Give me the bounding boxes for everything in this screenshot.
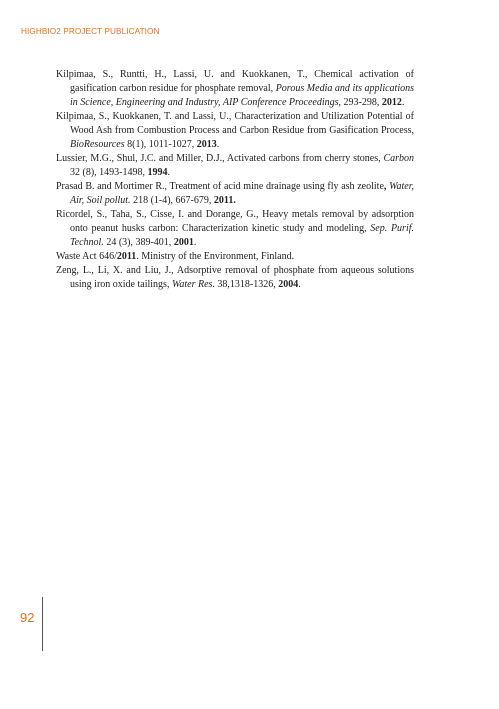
reference-text: Kilpimaa, S., Kuokkanen, T. and Lassi, U., Characterization and Utilization Potential of Wood Ash from Combustion Process and Carbon Residue from Gasification Process,: [56, 111, 414, 136]
reference-year: 1994: [147, 167, 168, 178]
reference-text: .: [401, 97, 405, 108]
reference-entry: [56, 110, 414, 152]
reference-entry: [56, 152, 414, 180]
reference-text: .: [298, 279, 301, 290]
reference-text: Lussier, M.G., Shul, J.C. and Miller, D.J., Activated carbons from cherry stones,: [56, 153, 384, 164]
reference-text: Ricordel, S., Taha, S., Cisse, I. and Dorange, G., Heavy metals removal by adsorption onto peanut husks carbon: Characterization kinetic study and modeling,: [56, 209, 414, 234]
reference-year: 2011.: [213, 195, 236, 206]
reference-text: Kilpimaa, S., Runtti, H., Lassi, U. and Kuokkanen, T., Chemical activation of gasification carbon residue for phosphate removal,: [56, 69, 414, 94]
reference-text: . Ministry of the Environment, Finland.: [136, 251, 295, 262]
reference-text: Waste Act 646/: [56, 251, 117, 262]
reference-text: , 293-298,: [338, 97, 382, 108]
reference-source: Water Res: [171, 279, 213, 290]
page-divider: [42, 597, 43, 651]
reference-year: ,: [383, 181, 387, 192]
reference-entry: [56, 68, 414, 110]
reference-text: 218 (1-4), 667-679,: [130, 195, 214, 206]
reference-text: Prasad B. and Mortimer R., Treatment of acid mine drainage using fly ash zeolite: [56, 181, 384, 192]
reference-entry: [56, 208, 414, 250]
reference-text: Zeng, L., Li, X. and Liu, J., Adsorptive removal of phosphate from aqueous solutions using iron oxide tailings,: [56, 265, 414, 290]
reference-year: 2013: [196, 139, 217, 150]
reference-entry: [56, 264, 414, 292]
reference-source: BioResources: [70, 139, 125, 150]
reference-text: 8(1), 1011-1027,: [124, 139, 197, 150]
reference-text: .: [167, 167, 170, 178]
reference-text: 24 (3), 389-401,: [103, 237, 174, 248]
reference-year: 2011: [116, 251, 137, 262]
reference-source: Carbon: [383, 153, 414, 164]
reference-text: . 38,1318-1326,: [212, 279, 279, 290]
reference-entry: [56, 250, 414, 264]
running-head: HIGHBIO2 PROJECT PUBLICATION: [21, 27, 160, 36]
reference-year: 2004: [278, 279, 299, 290]
reference-year: 2001: [173, 237, 194, 248]
reference-text: .: [193, 237, 197, 248]
page-number: 92: [20, 610, 35, 625]
reference-text: 32 (8), 1493-1498,: [70, 167, 148, 178]
reference-source: Water, Air, Soil pollut.: [70, 181, 415, 206]
reference-source: Porous Media and its applications in Science, Engineering and Industry, AIP Conference Proceedings: [70, 83, 414, 108]
reference-year: 2012: [381, 97, 402, 108]
reference-list: [56, 68, 414, 292]
reference-text: .: [216, 139, 220, 150]
reference-entry: [56, 180, 414, 208]
reference-source: Sep. Purif. Technol.: [70, 223, 415, 248]
